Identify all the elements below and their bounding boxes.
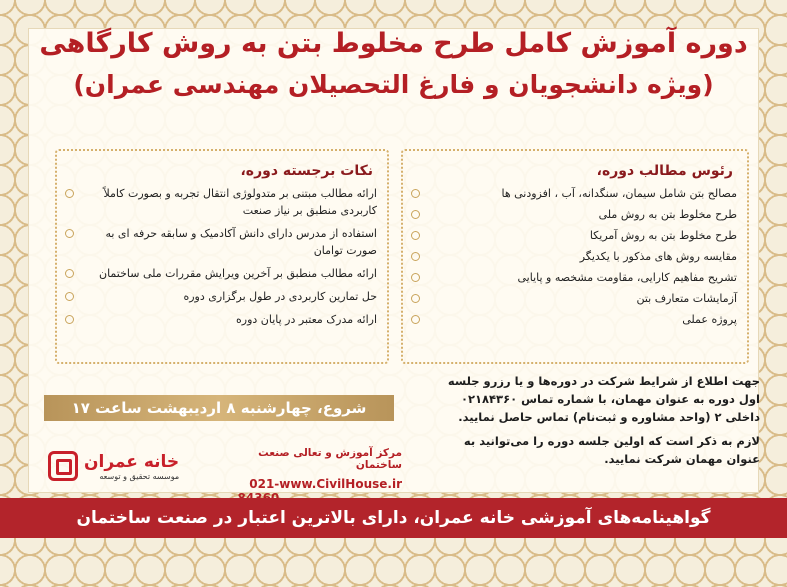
logo (48, 441, 213, 491)
list-item: ارائه مدرک معتبر در پایان دوره (65, 311, 377, 328)
outline-box (401, 149, 749, 364)
footer-banner: گواهینامه‌های آموزشی خانه عمران، دارای بالاترین اعتبار در صنعت ساختمان (0, 498, 787, 538)
logo-subtitle: موسسه تحقیق و توسعه (99, 471, 180, 481)
outline-heading: رئوس مطالب دوره، (596, 163, 733, 179)
list-item: مصالح بتن شامل سیمان، سنگدانه، آب ، افزودنی ها (411, 185, 737, 202)
bullet-icon (411, 189, 420, 198)
list-item: طرح مخلوط بتن به روش آمریکا (411, 227, 737, 244)
list-item: ارائه مطالب منطبق بر آخرین ویرایش مقررات ملی ساختمان (65, 265, 377, 282)
highlights-box (55, 149, 389, 364)
list-item: آزمایشات متعارف بتن (411, 290, 737, 307)
outline-list (403, 185, 747, 328)
bullet-icon (65, 269, 74, 278)
bullet-icon (411, 273, 420, 282)
list-item: مقایسه روش های مذکور با یکدیگر (411, 248, 737, 265)
center-info (212, 447, 402, 505)
bullet-icon (65, 292, 74, 301)
guest-note: لازم به ذکر است که اولین جلسه دوره را می‌توانید به عنوان مهمان شرکت نمایید. (463, 434, 760, 466)
list-item: حل تمارین کاربردی در طول برگزاری دوره (65, 288, 377, 305)
bullet-icon (411, 252, 420, 261)
highlights-list (57, 185, 387, 328)
list-item: استفاده از مدرس دارای دانش آکادمیک و سابقه حرفه ای به صورت توامان (65, 225, 377, 259)
phone-number: 021- (249, 477, 280, 491)
list-item: طرح مخلوط بتن به روش ملی (411, 206, 737, 223)
house-logo-icon (48, 451, 78, 481)
contact-info (430, 372, 760, 468)
bullet-icon (411, 315, 420, 324)
website-link[interactable]: www.CivilHouse.ir (279, 477, 402, 491)
bullet-icon (411, 294, 420, 303)
highlights-heading: نکات برجسته دوره، (240, 163, 373, 179)
bullet-icon (65, 315, 74, 324)
contact-text: جهت اطلاع از شرایط شرکت در دوره‌ها و یا رزرو جلسه اول دوره به عنوان مهمان، با شماره تماس ۰۲۱۸۴۳۶۰ داخلی ۲ (واحد مشاوره و ثبت‌نام) تماس حاصل نمایید. (447, 374, 760, 424)
list-item: پروژه عملی (411, 311, 737, 328)
bullet-icon (411, 210, 420, 219)
list-item: تشریح مفاهیم کارایی، مقاومت مشخصه و پایایی (411, 269, 737, 286)
center-name: مرکز آموزش و تعالی صنعت ساختمان (258, 447, 402, 471)
bullet-icon (65, 189, 74, 198)
course-subtitle: (ویژه دانشجویان و فارغ التحصیلان مهندسی عمران) (73, 70, 714, 99)
logo-name: خانه عمران (84, 451, 180, 472)
list-item: ارائه مطالب مبتنی بر متدولوژی انتقال تجربه و بصورت کاملاً کاربردی منطبق بر نیاز صنعت (65, 185, 377, 219)
course-title: دوره آموزش کامل طرح مخلوط بتن به روش کارگاهی (39, 28, 748, 59)
bullet-icon (411, 231, 420, 240)
start-date-banner: شروع، چهارشنبه ۸ اردیبهشت ساعت ۱۷ (44, 395, 394, 421)
bullet-icon (65, 229, 74, 238)
